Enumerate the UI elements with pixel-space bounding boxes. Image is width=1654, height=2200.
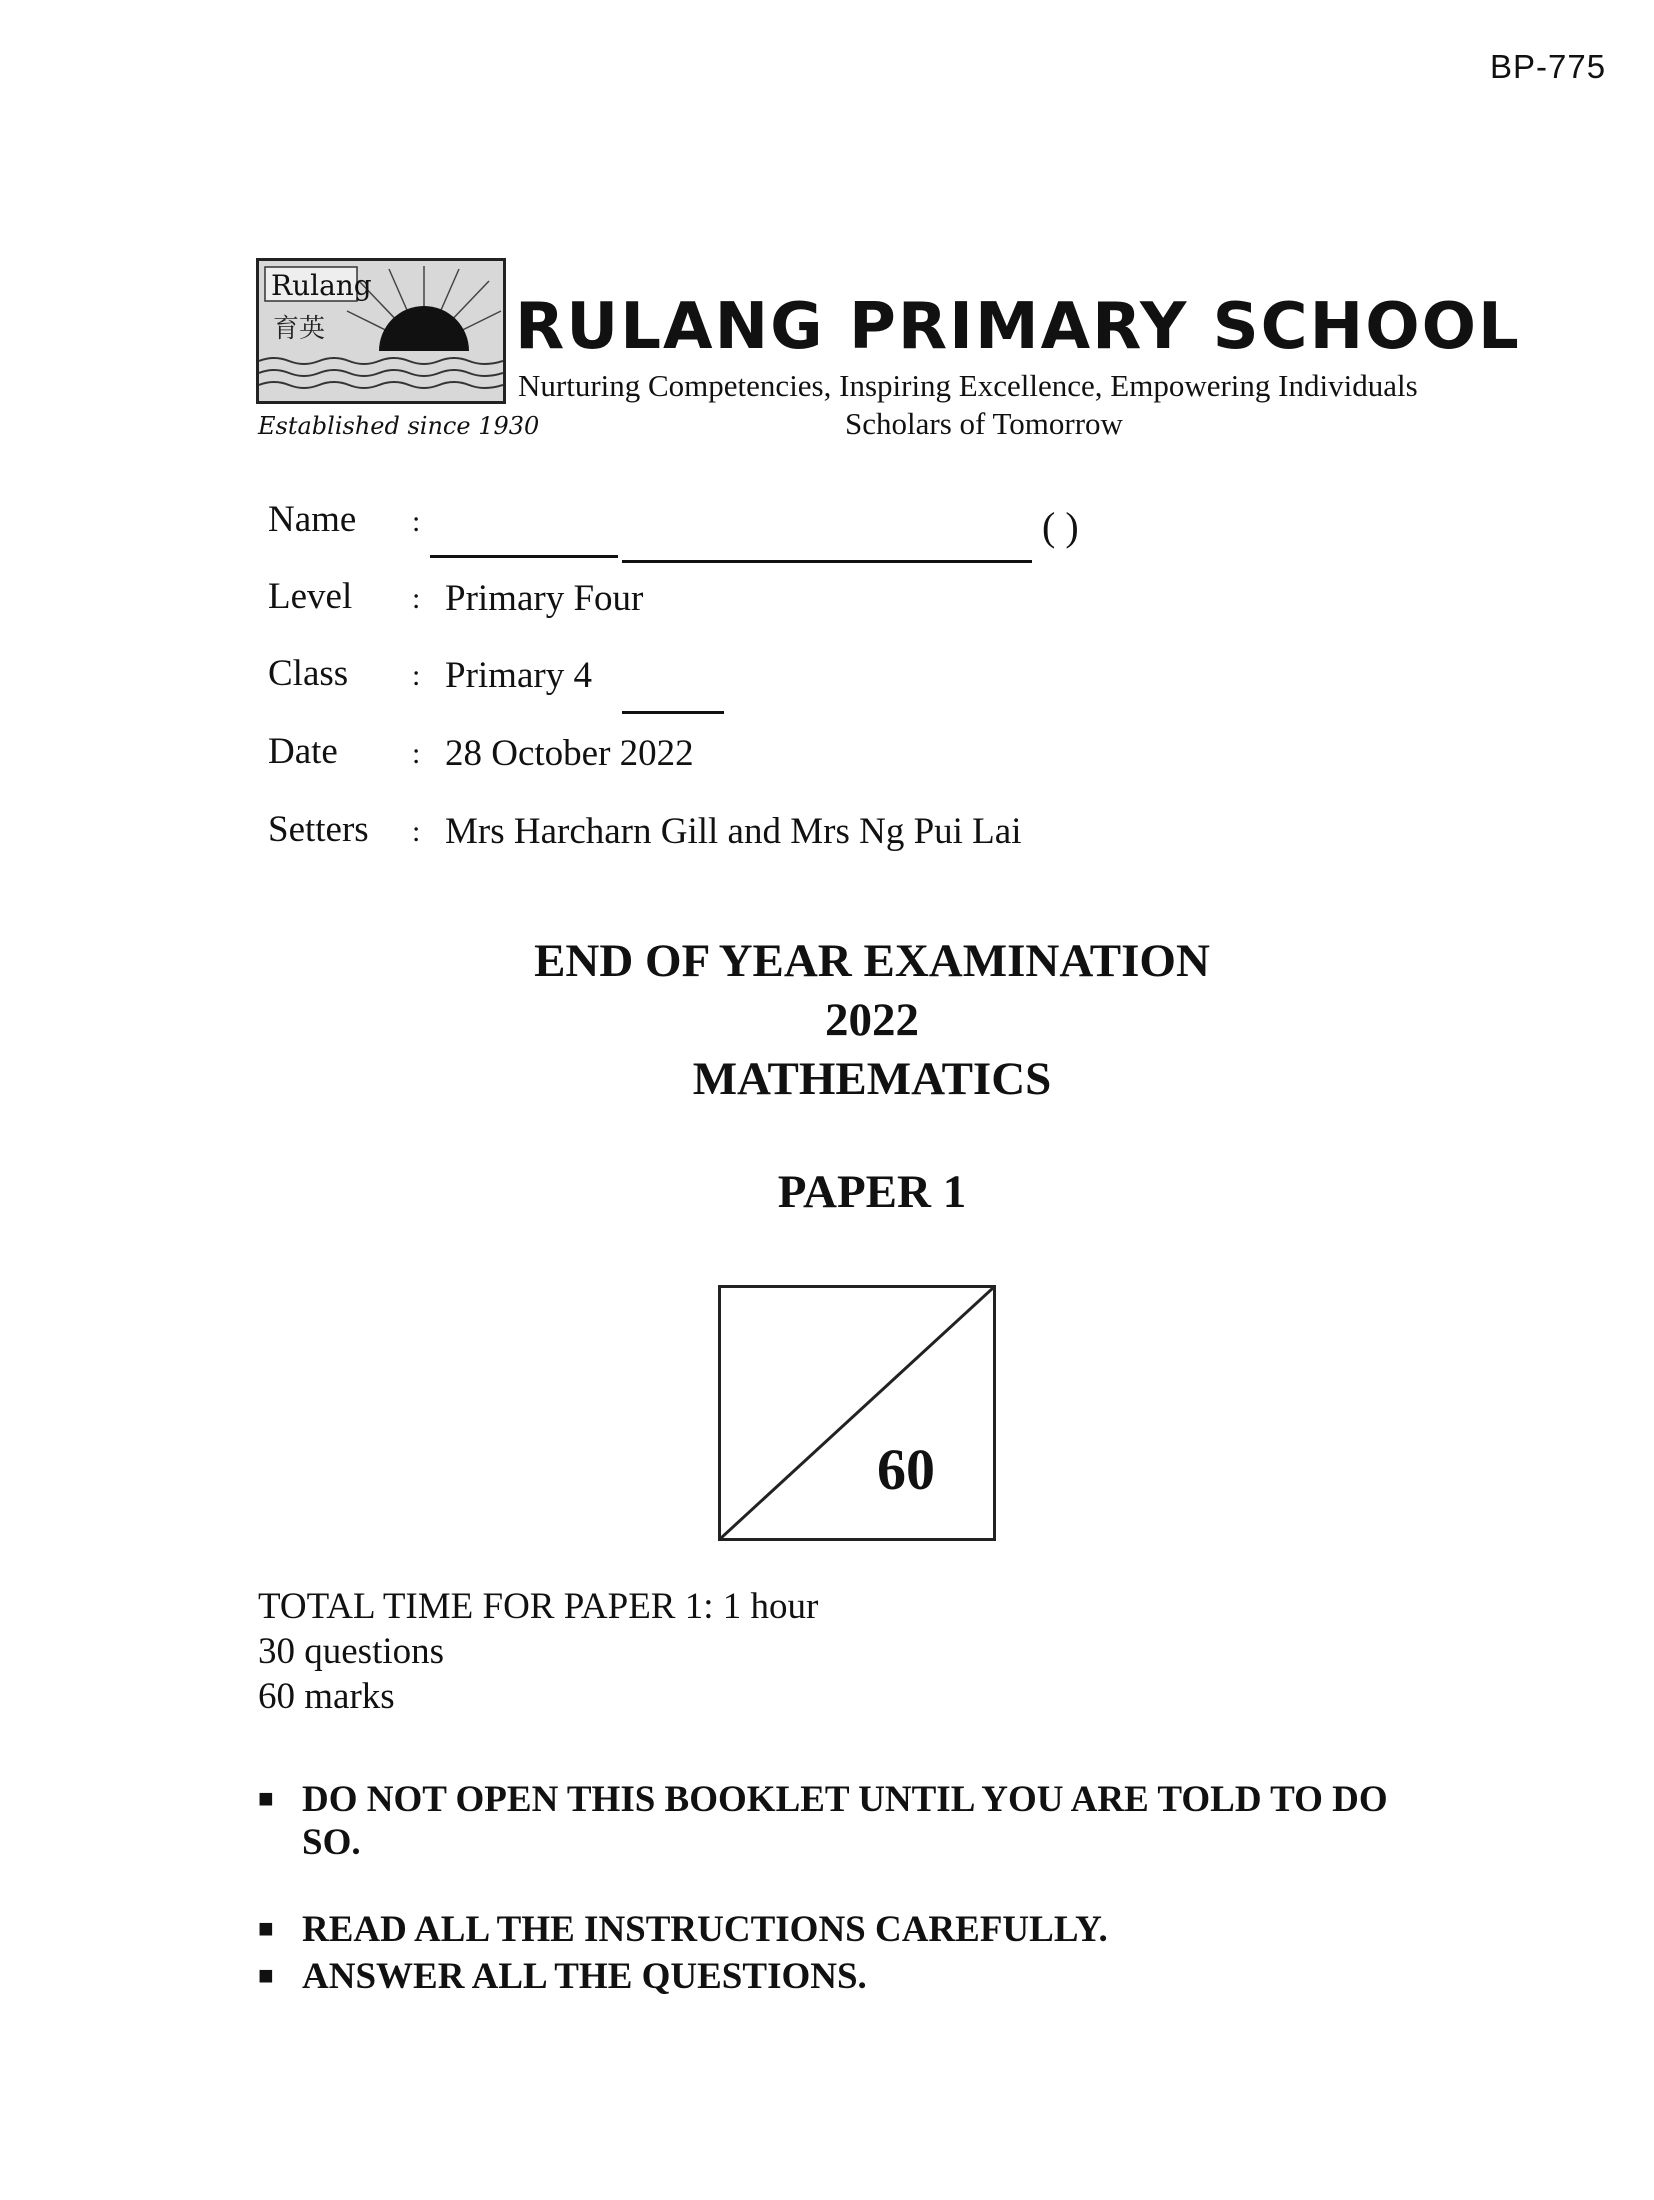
- exam-title: END OF YEAR EXAMINATION: [534, 935, 1210, 987]
- setters-label: Setters: [268, 809, 369, 850]
- register-number-brackets: ( ): [1042, 504, 1079, 549]
- level-label: Level: [268, 576, 353, 617]
- paper-number: PAPER 1: [777, 1166, 967, 1218]
- exam-year: 2022: [825, 994, 919, 1046]
- instruction-text: READ ALL THE INSTRUCTIONS CAREFULLY.: [302, 1909, 1108, 1950]
- setters-colon: :: [412, 815, 421, 848]
- score-box: [718, 1285, 996, 1541]
- date-value: 28 October 2022: [445, 733, 694, 774]
- school-tagline: Scholars of Tomorrow: [845, 406, 1123, 441]
- logo-wordmark: Rulang: [271, 269, 372, 302]
- total-marks: 60 marks: [258, 1676, 395, 1717]
- bullet-icon: ■: [258, 1961, 274, 1990]
- logo-chinese: 育英: [273, 314, 326, 344]
- bullet-icon: ■: [258, 1914, 274, 1943]
- score-total: 60: [877, 1437, 935, 1502]
- class-colon: :: [412, 659, 421, 692]
- instruction-item: [258, 1778, 1438, 1864]
- date-label: Date: [268, 731, 338, 772]
- instruction-text: ANSWER ALL THE QUESTIONS.: [302, 1956, 867, 1997]
- class-value: Primary 4: [445, 655, 592, 696]
- class-label: Class: [268, 653, 349, 694]
- exam-subject: MATHEMATICS: [692, 1053, 1052, 1105]
- name-colon: :: [412, 505, 421, 538]
- school-logo: [256, 258, 506, 404]
- name-line-2[interactable]: [622, 560, 1032, 563]
- school-motto: Nurturing Competencies, Inspiring Excellence, Empowering Individuals: [518, 368, 1418, 403]
- total-time: TOTAL TIME FOR PAPER 1: 1 hour: [258, 1586, 819, 1627]
- name-line-1[interactable]: [430, 555, 618, 558]
- class-line[interactable]: [622, 711, 724, 714]
- level-value: Primary Four: [445, 578, 644, 619]
- bullet-icon: ■: [258, 1784, 274, 1813]
- instruction-item: [258, 1908, 1438, 1951]
- name-label: Name: [268, 499, 357, 540]
- established-text: Established since 1930: [258, 412, 540, 440]
- instruction-item: [258, 1955, 1438, 1998]
- document-code: BP-775: [1490, 48, 1607, 85]
- date-colon: :: [412, 737, 421, 770]
- school-name: RULANG PRIMARY SCHOOL: [515, 290, 1521, 364]
- instruction-text: DO NOT OPEN THIS BOOKLET UNTIL YOU ARE TOLD TO DO SO.: [302, 1779, 1388, 1863]
- question-count: 30 questions: [258, 1631, 445, 1672]
- setters-value: Mrs Harcharn Gill and Mrs Ng Pui Lai: [445, 811, 1022, 852]
- level-colon: :: [412, 582, 421, 615]
